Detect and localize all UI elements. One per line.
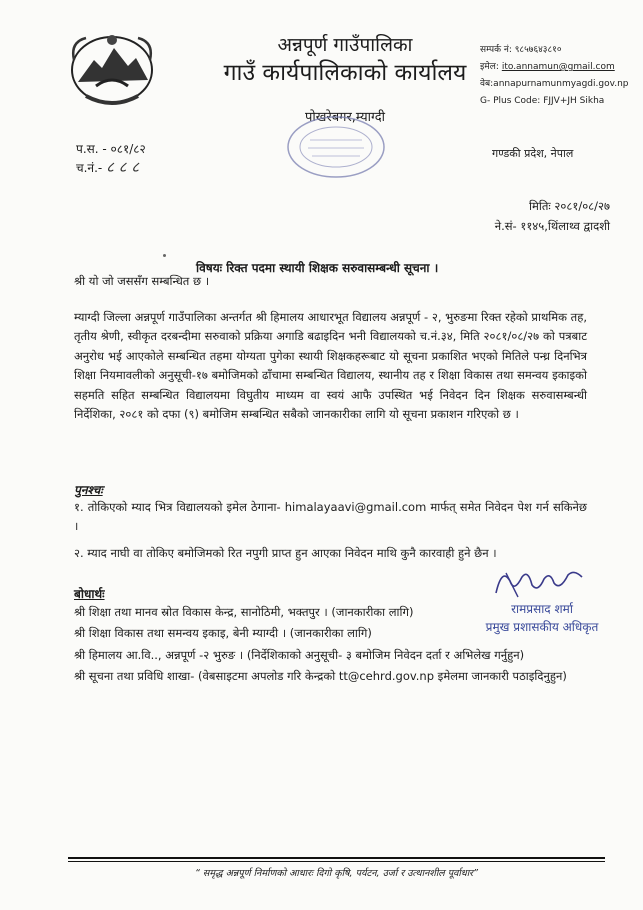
- signatory-title: प्रमुख प्रशासकीय अधिकृत: [485, 620, 599, 634]
- cc-heading: बोधार्थः: [74, 587, 105, 601]
- website[interactable]: वेब:annapurnamunmyagdi.gov.np: [480, 79, 629, 89]
- cc-item: श्री सूचना तथा प्रविधि शाखा- (वेबसाइटमा अपलोड गरि केन्द्रको tt@cehrd.gov.np इमेलमा जानकारी पठाइदिनुहुन): [74, 668, 567, 683]
- miti: मितिः २०८१/०८/२७: [529, 199, 610, 213]
- cc-item: श्री शिक्षा विकास तथा समन्वय इकाइ, बेनी म्याग्दी । (जानकारीका लागि): [74, 626, 372, 641]
- cc-item: श्री शिक्षा तथा मानव स्रोत विकास केन्द्र, सानोठिमी, भक्तपुर । (जानकारीका लागि): [74, 605, 414, 619]
- ps-value: ०८१/८२: [110, 142, 146, 156]
- footer-rule-bottom: [68, 861, 605, 862]
- contact-block: [480, 42, 629, 110]
- postscript-point-1: १. तोकिएको म्याद भित्र विद्यालयको इमेल ठेगाना- himalayaavi@gmail.com मार्फत् समेत निवेदन पेश गर्न सकिनेछ ।: [74, 500, 587, 534]
- province: गण्डकी प्रदेश, नेपाल: [492, 147, 574, 160]
- patra-sankhya: [76, 140, 146, 158]
- nepal-sambat: ने.सं- ११४५,थिंलाथ्व द्वादशी: [494, 219, 610, 233]
- cc-item: श्री हिमालय आ.वि.., अन्नपूर्ण -२ भुरुङ । (निर्देशिकाको अनुसूची- ३ बमोजिम निवेदन दर्ता र अभिलेख गर्नुहुन): [74, 647, 525, 662]
- footer-slogan: “ समृद्ध अन्नपूर्ण निर्माणको आधारः दिगो कृषि, पर्यटन, उर्जा र उत्थानशील पूर्वाधार”: [194, 868, 478, 879]
- office-name: गाउँ कार्यपालिकाको कार्यालय: [223, 60, 467, 86]
- plus-code: G- Plus Code: FJJV+JH Sikha: [480, 96, 605, 106]
- handwritten-signature: [488, 563, 588, 603]
- email-link[interactable]: ito.annamun@gmail.com: [501, 62, 615, 72]
- postscript-point-2: २. म्याद नाघी वा तोकिए बमोजिमको रित नपुगी प्राप्त हुन आएका निवेदन माथि कुनै कारवाही हुने छैन ।: [74, 546, 497, 560]
- ink-dot: [163, 254, 166, 257]
- footer-rule-top: [68, 857, 605, 859]
- main-paragraph: म्याग्दी जिल्ला अन्नपूर्ण गाउँपालिका अन्तर्गत श्री हिमालय आधारभूत विद्यालय अन्नपूर्ण - २, भुरुङमा रिक्त रहेको प्राथमिक तह, तृतीय श्रेणी, स्वीकृत दरबन्दीमा सरुवाको प्रक्रिया अगाडि बढाइदिन भनी विद्यालयको च.नं.३४, मिति २०८१/०८/२७ को पत्रबाट अनुरोध भई आएकोले सम्बन्धित तहमा योग्यता पुगेका स्थायी शिक्षकहरूबाट यो सूचना प्रकाशित भएको मितिले पन्ध्र दिनभित्र शिक्षा नियमावलीको अनुसूची-१७ बमोजिमको ढाँचामा सम्बन्धित विद्यालय, स्थानीय तह र शिक्षा विकास तथा समन्वय इकाइको सहमति सहित सम्बन्धित विद्यालयमा विघुतीय माध्यम वा स्वयं आफै उपस्थित भई निवेदन दिन शिक्षक सरुवासम्बन्धी निर्देशिका, २०८१ को दफा (९) बमोजिम सम्बन्धित सबैको जानकारीका लागि यो सूचना प्रकाशन गरिएको छ ।: [74, 310, 587, 422]
- email-line: [480, 59, 629, 76]
- office-stamp: [282, 110, 390, 184]
- cc-list: [74, 602, 567, 687]
- chalani-number: [76, 158, 146, 177]
- salutation: श्री यो जो जससँग सम्बन्धित छ ।: [74, 274, 210, 288]
- signatory-name: रामप्रसाद शर्मा: [511, 602, 573, 616]
- ps-label: प.स. -: [76, 142, 107, 156]
- municipality-name: अन्नपूर्ण गाउँपालिका: [277, 34, 413, 56]
- date-block: [470, 196, 610, 236]
- nepal-emblem-logo: [66, 30, 158, 106]
- email-label: इमेल:: [480, 62, 499, 72]
- subject-line: विषयः रिक्त पदमा स्थायी शिक्षक सरुवासम्बन्धी सूचना ।: [196, 261, 439, 275]
- chn-label: च.नं.-: [76, 161, 103, 175]
- postscript-heading: पुनश्चः: [74, 483, 103, 497]
- office-address: पोखरेबगर,म्याग्दी: [305, 110, 385, 125]
- reference-numbers: [76, 140, 146, 177]
- phone-number: सम्पर्क नं: ९८५७६४३८१०: [480, 45, 562, 55]
- chn-value: ८ ८ ८: [106, 158, 140, 176]
